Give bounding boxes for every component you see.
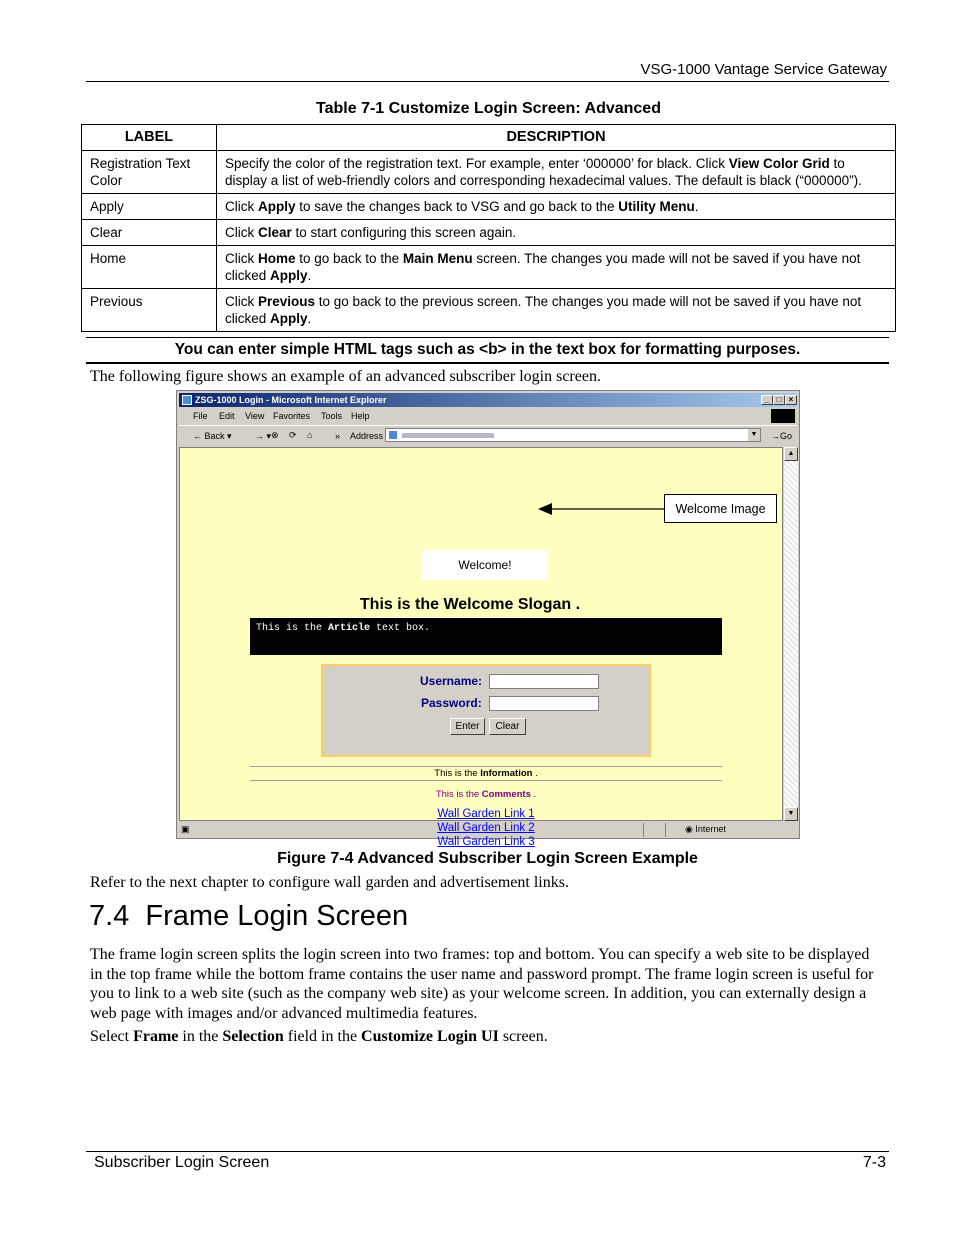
home-icon: ⌂ [307, 430, 313, 440]
table-row [82, 289, 896, 332]
address-label: Address [350, 431, 384, 441]
windows-logo-icon [771, 409, 795, 423]
refresh-icon: ⟳ [289, 430, 297, 440]
row-label: Home [82, 246, 217, 289]
row-label: Registration Text Color [82, 151, 217, 194]
username-label: Username: [420, 674, 483, 688]
back-button: ← Back ▾ [193, 431, 232, 441]
after-figure-text: Refer to the next chapter to configure wall garden and advertisement links. [90, 874, 569, 891]
row-label: Clear [82, 220, 217, 246]
comments-text: This is the Comments . [435, 789, 537, 800]
page-icon [389, 431, 397, 439]
menu-edit: Edit [219, 411, 235, 421]
row-label: Apply [82, 194, 217, 220]
row-description: Specify the color of the registration text. For example, enter ‘000000’ for black. Click View Color Grid to display a list of web-friendly colors and corresponding hexadecimal values. The default is black (“000000”). [217, 151, 896, 194]
address-dropdown-icon: ▼ [748, 429, 760, 441]
column-header: LABEL [82, 125, 217, 151]
column-header: DESCRIPTION [217, 125, 896, 151]
status-divider [665, 823, 666, 837]
menu-view: View [245, 411, 265, 421]
status-divider [643, 823, 644, 837]
row-description: Click Clear to start configuring this screen again. [217, 220, 896, 246]
status-bar [179, 823, 797, 837]
window-title: ZSG-1000 Login - Microsoft Internet Explorer [195, 395, 387, 405]
welcome-image-callout: Welcome Image [664, 494, 777, 523]
header-rule [86, 81, 889, 82]
scroll-up-icon: ▲ [784, 447, 798, 461]
divider [250, 780, 722, 781]
table-row [82, 246, 896, 289]
password-label: Password: [421, 696, 482, 710]
ie-icon [182, 395, 192, 405]
vertical-scrollbar [784, 447, 798, 821]
running-header: VSG-1000 Vantage Service Gateway [640, 61, 887, 78]
enter-button: Enter [450, 718, 485, 735]
maximize-icon: □ [773, 395, 785, 405]
scroll-down-icon: ▼ [784, 807, 798, 821]
table-row [82, 220, 896, 246]
table-caption: Table 7-1 Customize Login Screen: Advanced [316, 100, 661, 117]
browser-window-figure [176, 390, 800, 848]
close-icon: × [785, 395, 797, 405]
menu-file: File [193, 411, 208, 421]
window-titlebar [179, 393, 797, 407]
section-heading: 7.4 Frame Login Screen [89, 900, 409, 932]
menu-tools: Tools [321, 411, 343, 421]
table-row [82, 194, 896, 220]
login-box [321, 664, 651, 757]
footer-rule [86, 1151, 889, 1152]
stop-icon: ⊗ [271, 430, 279, 440]
row-description: Click Home to go back to the Main Menu screen. The changes you made will not be saved if you have not clicked Apply. [217, 246, 896, 289]
username-input [489, 674, 599, 689]
menu-help: Help [351, 411, 370, 421]
section-paragraph: The frame login screen splits the login screen into two frames: top and bottom. You can specify a web site to be displayed in the top frame while the bottom frame contains the user name and password prompt. The frame login screen is useful for you to link to a web site (such as the company web site) as your welcome screen. In addition, you can externally design a web page with images and/or advanced multimedia features. [90, 946, 874, 1022]
note-box: You can enter simple HTML tags such as <b> in the text box for formatting purposes. [86, 337, 889, 364]
blurred-url [402, 433, 494, 438]
callout-arrow [536, 499, 666, 519]
row-description: Click Previous to go back to the previous screen. The changes you made will not be saved if you have not clicked Apply. [217, 289, 896, 332]
table-row [82, 151, 896, 194]
welcome-slogan: This is the Welcome Slogan . [359, 596, 581, 613]
divider [250, 766, 722, 767]
go-button: →Go [771, 431, 793, 441]
wall-garden-link-2: Wall Garden Link 2 [437, 822, 535, 834]
page-number: 7-3 [862, 1154, 886, 1171]
table-header-row [82, 125, 896, 151]
article-text-box: This is the Article text box. [250, 618, 722, 655]
wall-garden-link-3: Wall Garden Link 3 [437, 836, 535, 848]
minimize-icon: _ [761, 395, 773, 405]
select-instruction: Select Frame in the Selection field in the Customize Login UI screen. [90, 1028, 548, 1045]
footer-title: Subscriber Login Screen [94, 1154, 270, 1171]
address-bar [385, 428, 761, 442]
clear-button: Clear [489, 718, 526, 735]
row-label: Previous [82, 289, 217, 332]
options-table [81, 124, 896, 332]
wall-garden-link-1: Wall Garden Link 1 [437, 808, 535, 820]
chevron-icon: » [335, 431, 341, 441]
menubar [179, 409, 797, 423]
forward-icon: → ▾ [255, 431, 272, 441]
figure-caption: Figure 7-4 Advanced Subscriber Login Screen Example [277, 850, 698, 867]
page-status-icon: ▣ [181, 824, 190, 834]
information-text: This is the Information . [434, 768, 538, 779]
intro-text: The following figure shows an example of an advanced subscriber login screen. [90, 368, 601, 385]
row-description: Click Apply to save the changes back to VSG and go back to the Utility Menu. [217, 194, 896, 220]
menu-favorites: Favorites [273, 411, 311, 421]
password-input [489, 696, 599, 711]
internet-zone: ◉ Internet [685, 824, 726, 834]
welcome-image: Welcome! [422, 550, 548, 580]
